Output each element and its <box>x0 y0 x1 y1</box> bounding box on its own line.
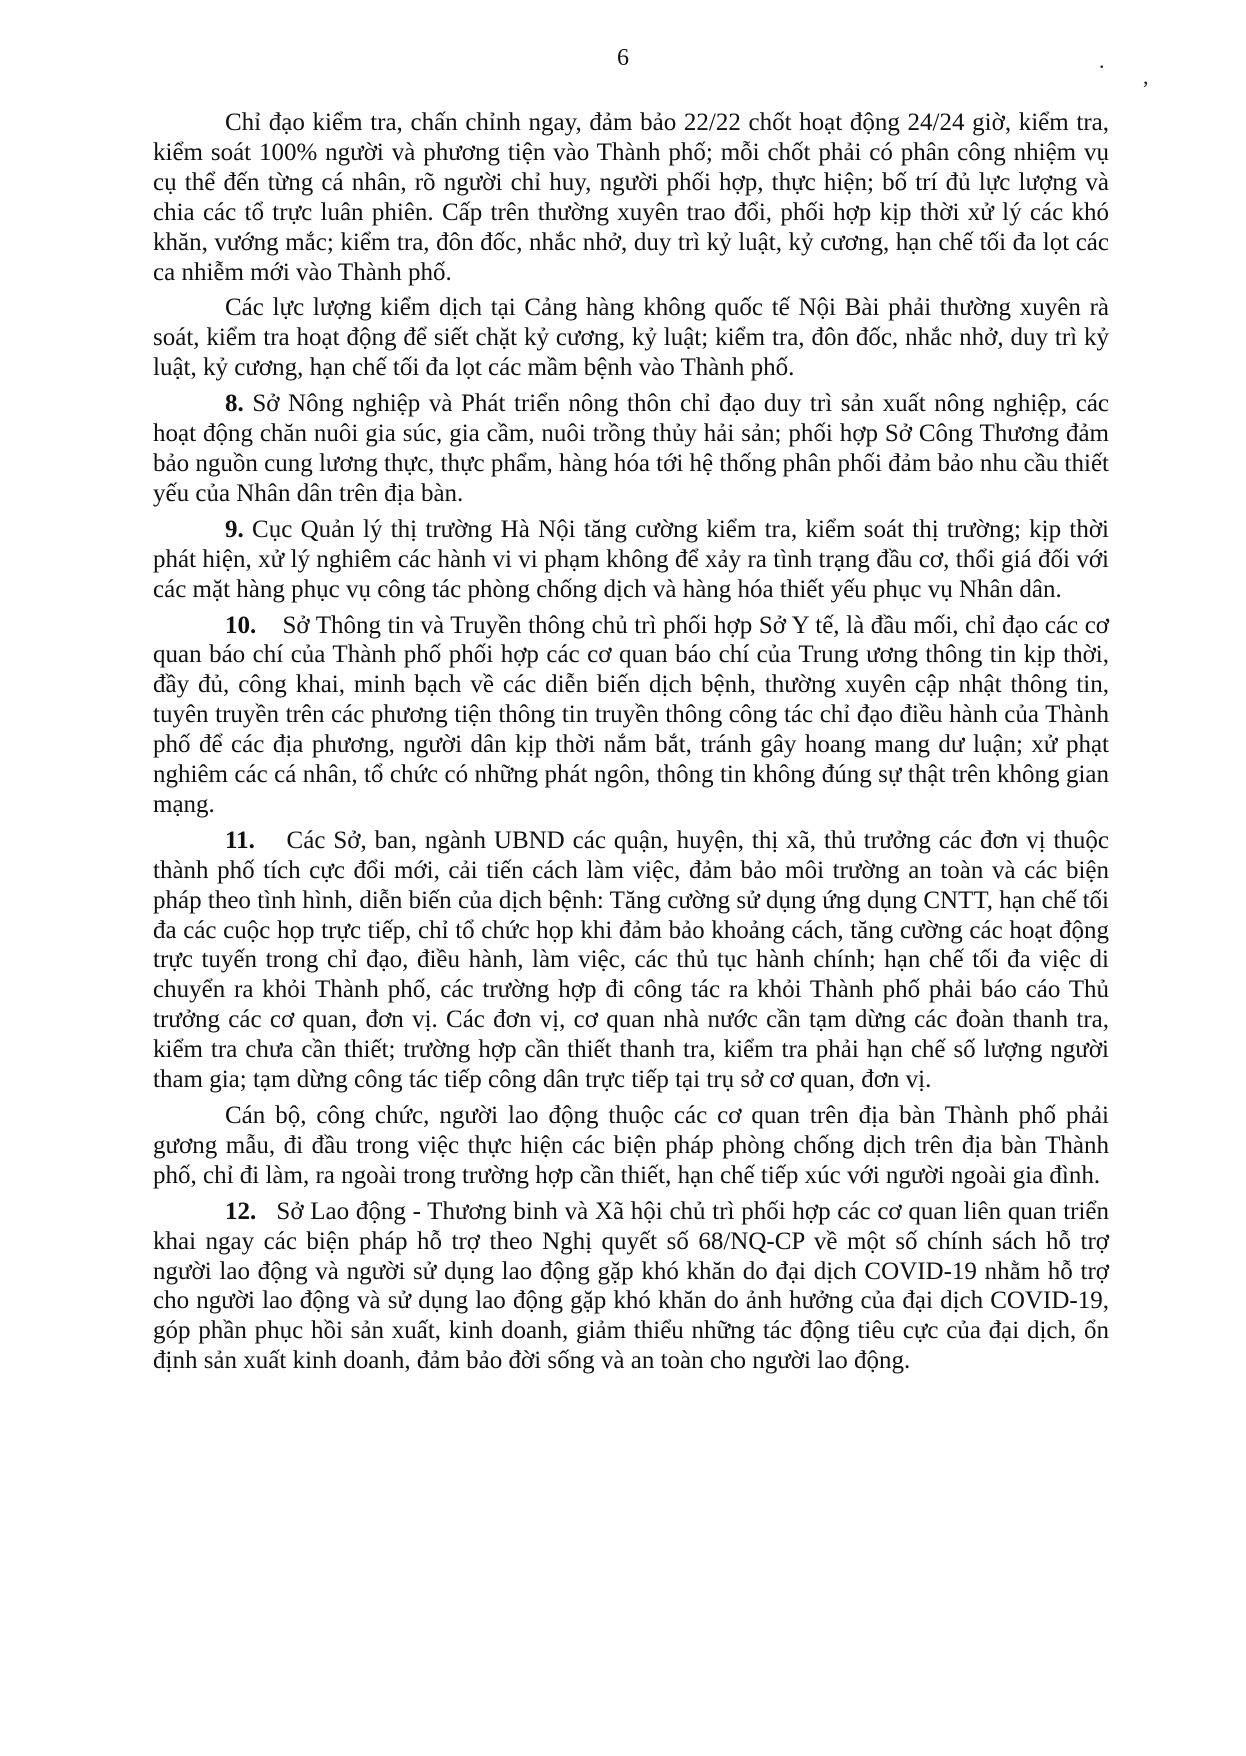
item-number: 11. <box>225 826 255 854</box>
paragraph-text: Sở Nông nghiệp và Phát triển nông thôn chỉ đạo duy trì sản xuất nông nghiệp, các hoạt động chăn nuôi gia súc, gia cầm, nuôi trồng thủy hải sản; phối hợp Sở Công Thương đảm bảo nguồn cung lương thực, thực phẩm, hàng hóa tới hệ thống phân phối đảm bảo nhu cầu thiết yếu của Nhân dân trên địa bàn. <box>153 390 1110 507</box>
item-number: 9. <box>225 515 244 543</box>
item-number: 12. <box>225 1197 257 1225</box>
item-number: 8. <box>225 390 244 418</box>
paragraph-item-11 <box>153 826 1109 1095</box>
paragraph-item-12 <box>153 1197 1109 1376</box>
item-number: 10. <box>225 611 257 639</box>
paragraph-text: Các Sở, ban, ngành UBND các quận, huyện, thị xã, thủ trưởng các đơn vị thuộc thành phố tích cực đổi mới, cải tiến cách làm việc, đảm bảo môi trường an toàn và các biện pháp theo tình hình, diễn biến của dịch bệnh: Tăng cường sử dụng ứng dụng CNTT, hạn chế tối đa các cuộc họp trực tiếp, chỉ tổ chức họp khi đảm bảo khoảng cách, tăng cường các hoạt động trực tuyến trong chỉ đạo, điều hành, làm việc, các thủ tục hành chính; hạn chế tối đa việc di chuyển ra khỏi Thành phố, các trường hợp đi công tác ra khỏi Thành phố phải báo cáo Thủ trưởng các cơ quan, đơn vị. Các đơn vị, cơ quan nhà nước cần tạm dừng các đoàn thanh tra, kiểm tra chưa cần thiết; trường hợp cần thiết thanh tra, kiểm tra phải hạn chế số lượng người tham gia; tạm dừng công tác tiếp công dân trực tiếp tại trụ sở cơ quan, đơn vị. <box>153 826 1109 1094</box>
scan-mark-comma: , <box>1143 64 1149 89</box>
paragraph-text: Cán bộ, công chức, người lao động thuộc các cơ quan trên địa bàn Thành phố phải gương mẫu, đi đầu trong việc thực hiện các biện pháp phòng chống dịch trên địa bàn Thành phố, chỉ đi làm, ra ngoài trong trường hợp cần thiết, hạn chế tiếp xúc với người ngoài gia đình. <box>153 1102 1109 1189</box>
paragraph-item-10 <box>153 611 1109 820</box>
paragraph-item-8 <box>153 389 1109 509</box>
paragraph <box>153 1101 1109 1191</box>
paragraph-text: Sở Thông tin và Truyền thông chủ trì phối hợp Sở Y tế, là đầu mối, chỉ đạo các cơ quan báo chí của Thành phố phối hợp các cơ quan báo chí của Trung ương thông tin kịp thời, đầy đủ, công khai, minh bạch về các diễn biến dịch bệnh, thường xuyên cập nhật thông tin, tuyên truyền trên các phương tiện thông tin truyền thông công tác chỉ đạo điều hành của Thành phố để các địa phương, người dân kịp thời nắm bắt, tránh gây hoang mang dư luận; xử phạt nghiêm các cá nhân, tổ chức có những phát ngôn, thông tin không đúng sự thật trên không gian mạng. <box>153 611 1110 818</box>
paragraph-item-9 <box>153 515 1109 605</box>
paragraph-text: Các lực lượng kiểm dịch tại Cảng hàng không quốc tế Nội Bài phải thường xuyên rà soát, kiểm tra hoạt động để siết chặt kỷ cương, kỷ luật; kiểm tra, đôn đốc, nhắc nhở, duy trì kỷ luật, kỷ cương, hạn chế tối đa lọt các mầm bệnh vào Thành phố. <box>153 294 1109 382</box>
paragraph-text: Chỉ đạo kiểm tra, chấn chỉnh ngay, đảm bảo 22/22 chốt hoạt động 24/24 giờ, kiểm tra, kiểm soát 100% người và phương tiện vào Thành phố; mỗi chốt phải có phân công nhiệm vụ cụ thể đến từng cá nhân, rõ người chỉ huy, người phối hợp, thực hiện; bố trí đủ lực lượng và chia các tổ trực luân phiên. Cấp trên thường xuyên trao đổi, phối hợp kịp thời xử lý các khó khăn, vướng mắc; kiểm tra, đôn đốc, nhắc nhở, duy trì kỷ luật, kỷ cương, hạn chế tối đa lọt các ca nhiễm mới vào Thành phố. <box>153 109 1109 286</box>
paragraph-text: Cục Quản lý thị trường Hà Nội tăng cường kiểm tra, kiểm soát thị trường; kịp thời phát hiện, xử lý nghiêm các hành vi vi phạm không để xảy ra tình trạng đầu cơ, thổi giá đối với các mặt hàng phục vụ công tác phòng chống dịch và hàng hóa thiết yếu phục vụ Nhân dân. <box>153 515 1109 603</box>
scan-mark-dot: . <box>1099 48 1105 73</box>
paragraph-text: Sở Lao động - Thương binh và Xã hội chủ trì phối hợp các cơ quan liên quan triển khai ngay các biện pháp hỗ trợ theo Nghị quyết số 68/NQ-CP về một số chính sách hỗ trợ người lao động và người sử dụng lao động gặp khó khăn do đại dịch COVID-19 nhằm hỗ trợ cho người lao động và sử dụng lao động gặp khó khăn do ảnh hưởng của đại dịch COVID-19, góp phần phục hồi sản xuất, kinh doanh, giảm thiểu những tác động tiêu cực của đại dịch, ổn định sản xuất kinh doanh, đảm bảo đời sống và an toàn cho người lao động. <box>153 1197 1110 1375</box>
paragraph <box>153 293 1109 383</box>
page-number: 6 <box>617 45 629 71</box>
paragraph <box>153 108 1109 287</box>
document-body <box>153 108 1109 1382</box>
